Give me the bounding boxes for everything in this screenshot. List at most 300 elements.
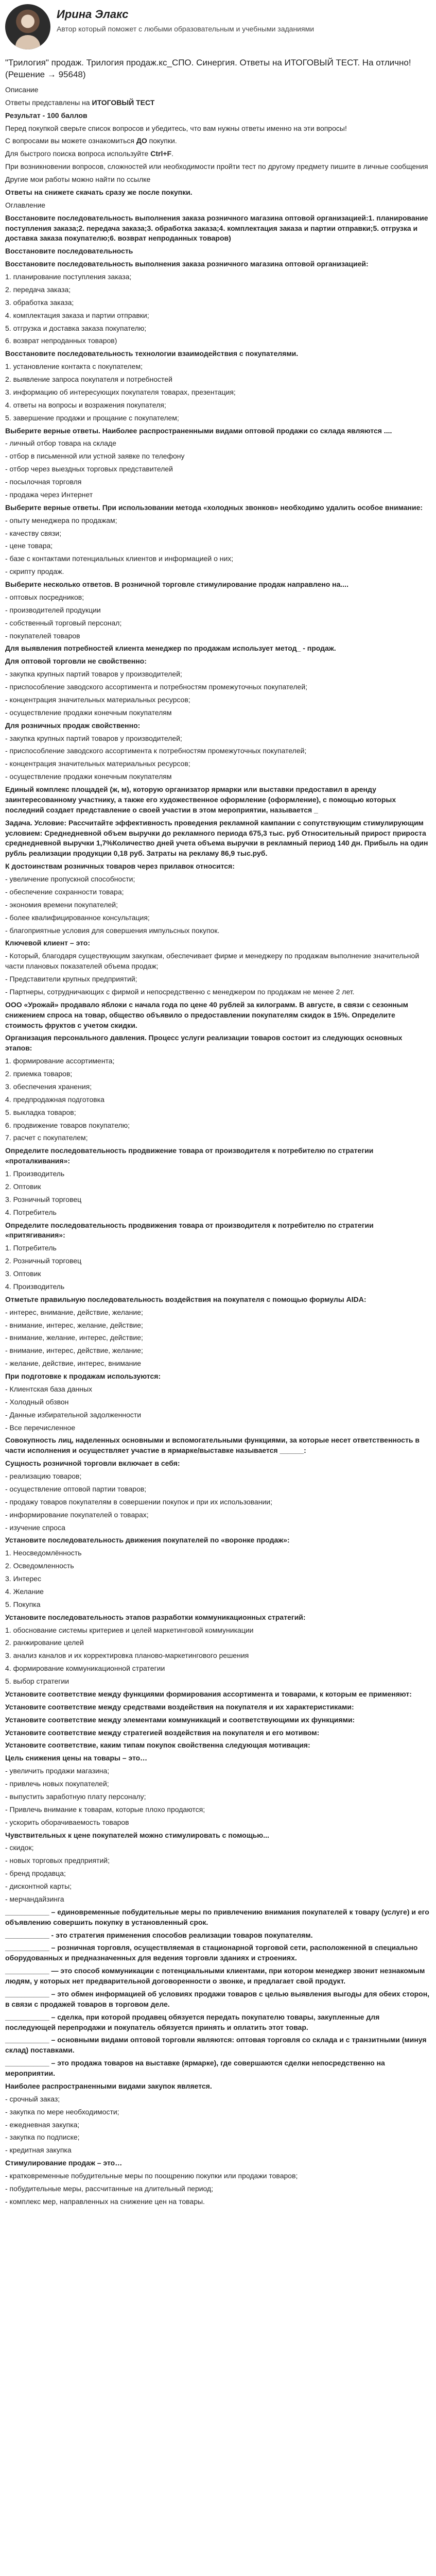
text-segment: - посылочная торговля (5, 478, 82, 486)
bold-text: Отметьте правильную последовательность воздействия на покупателя с помощью формулы AIDA: (5, 1295, 367, 1303)
text-segment: - побудительные меры, рассчитанные на длительный период; (5, 2184, 214, 2193)
text-segment: - кредитная закупка (5, 2146, 72, 2155)
text-paragraph (5, 1484, 431, 1495)
text-paragraph (5, 1600, 431, 1610)
text-paragraph (5, 1625, 431, 1636)
text-segment: - закупка крупных партий товаров у производителей; (5, 670, 182, 679)
text-segment: - закупка по мере необходимости; (5, 2107, 119, 2116)
text-paragraph (5, 974, 431, 985)
text-segment: 3. обеспечения хранения; (5, 1082, 92, 1091)
text-paragraph (5, 451, 431, 462)
text-paragraph (5, 1471, 431, 1482)
bold-text: Ответы на снижете скачать сразу же после покупки. (5, 188, 193, 196)
text-segment: - Представители крупных предприятий; (5, 975, 137, 984)
text-segment: При возникновении вопросов, сложностей или необходимости пройти тест по другому предмету пишите в личные сообщения (5, 162, 428, 171)
bold-text: Установите последовательность движения покупателей по «воронке продаж»: (5, 1536, 290, 1545)
text-paragraph (5, 188, 431, 198)
text-segment: 3. Оптовик (5, 1269, 41, 1278)
bold-text: ___________ – основными видами оптовой торговли являются: оптовая торговля со склада и с транзитными (минуя склад) поставками. (5, 2036, 427, 2055)
text-segment: - Партнеры, сотрудничающих с фирмой и непосредственно с менеджером по продажам не менее 2 лет. (5, 987, 355, 996)
text-paragraph (5, 605, 431, 616)
text-paragraph (5, 1574, 431, 1584)
text-paragraph (5, 541, 431, 551)
text-segment: Перед покупкой сверьте список вопросов и убедитесь, что вам нужны ответы именно на эти вопросы! (5, 124, 347, 132)
text-paragraph (5, 336, 431, 346)
text-paragraph (5, 656, 431, 667)
text-paragraph (5, 759, 431, 769)
text-segment: - внимание, желание, интерес, действие; (5, 1333, 143, 1342)
text-segment: 3. обработка заказа; (5, 298, 74, 307)
text-paragraph (5, 951, 431, 972)
bold-text: Восстановите последовательность выполнения заказа розничного магазина оптовой организацией: (5, 260, 369, 268)
text-paragraph (5, 1651, 431, 1661)
text-paragraph (5, 1182, 431, 1192)
text-paragraph (5, 554, 431, 564)
text-segment: - реализацию товаров; (5, 1472, 82, 1481)
text-paragraph (5, 567, 431, 577)
text-paragraph (5, 1221, 431, 1241)
bold-text: Для оптовой торговли не свойственно: (5, 657, 147, 666)
text-paragraph (5, 1423, 431, 1433)
text-paragraph (5, 772, 431, 782)
text-paragraph (5, 1561, 431, 1571)
text-segment: - увеличить продажи магазина; (5, 1767, 110, 1775)
text-paragraph (5, 592, 431, 603)
bold-text: Ключевой клиент – это: (5, 939, 91, 947)
text-segment: - кратковременные побудительные меры по поощрению покупки или продажи товаров; (5, 2172, 298, 2180)
text-segment: 2. ранжирование целей (5, 1638, 84, 1647)
text-segment: - мерчандайзинга (5, 1894, 64, 1903)
text-paragraph (5, 438, 431, 449)
text-segment: Оглавление (5, 200, 46, 209)
text-segment: - концентрация значительных материальных ресурсов; (5, 695, 190, 704)
text-paragraph (5, 2197, 431, 2207)
text-segment: - новых торговых предприятий; (5, 1856, 110, 1865)
bold-text: Результат - 100 баллов (5, 111, 88, 120)
text-paragraph (5, 200, 431, 211)
text-segment: 3. анализ каналов и их корректировка планово-маркетингового решения (5, 1651, 249, 1660)
text-paragraph (5, 818, 431, 859)
text-paragraph (5, 643, 431, 654)
author-name[interactable]: Ирина Элакс (57, 8, 129, 21)
text-segment: - скидок; (5, 1843, 34, 1852)
text-segment: - Который, благодаря существующим закупкам, обеспечивает фирме и менеджеру по продажам выполнение значительной части плановых показателей объема продаж; (5, 952, 420, 971)
text-paragraph (5, 1882, 431, 1892)
text-paragraph (5, 1843, 431, 1853)
text-paragraph (5, 1397, 431, 1408)
text-paragraph (5, 785, 431, 816)
bold-text: ___________ – единовременные побудительные меры по привлечению внимания покупателей к товару (услуге) и его объявлению совершить покупку в установленный срок. (5, 1907, 429, 1926)
bold-text: ИТОГОВЫЙ ТЕСТ (92, 98, 155, 107)
document-body (5, 85, 431, 2207)
text-segment: - экономия времени покупателей; (5, 900, 118, 909)
text-segment: Другие мои работы можно найти по ссылке (5, 175, 151, 184)
text-paragraph (5, 2132, 431, 2143)
text-paragraph (5, 1766, 431, 1776)
text-paragraph (5, 1282, 431, 1292)
bold-text: Для розничных продаж свойственно: (5, 721, 141, 730)
bold-text: ___________ – розничная торговля, осуществляемая в стационарной торговой сети, расположенной в специально оборудованных и предназначенных для ведения торговли зданиях и строениях. (5, 1943, 418, 1962)
text-segment: 5. Покупка (5, 1600, 41, 1608)
document-title: "Трилогия" продаж. Трилогия продаж.кс_СПО. Синергия. Ответы на ИТОГОВЫЙ ТЕСТ. На отлично! (Решение → 95648) (5, 58, 411, 80)
text-segment: - Холодный обзвон (5, 1397, 69, 1406)
text-paragraph (5, 1308, 431, 1318)
text-paragraph (5, 1410, 431, 1420)
text-segment: - ускорить оборачиваемость товаров (5, 1818, 129, 1826)
text-segment: 3. Интерес (5, 1574, 41, 1583)
text-paragraph (5, 708, 431, 718)
text-segment: - осуществление оптовой партии товаров; (5, 1484, 147, 1493)
text-segment: - внимание, интерес, действие, желание; (5, 1346, 143, 1355)
text-paragraph (5, 900, 431, 910)
text-paragraph (5, 1000, 431, 1031)
text-paragraph (5, 426, 431, 436)
bold-text: Совокупность лиц, наделенных основными и вспомогательными функциями, за которые несет ответственность в части исполнения и осуществляет участие в ярмарке/выставке называется ______: (5, 1436, 420, 1455)
text-segment: - Клиентская база данных (5, 1384, 93, 1393)
text-segment: - продажу товаров покупателям в совершении покупок и при их использовании; (5, 1497, 272, 1506)
bold-text: Цель снижения цены на товары – это… (5, 1754, 148, 1762)
bold-text: Установите соответствие, каким типам покупок свойственна следующая мотивация: (5, 1741, 310, 1750)
text-paragraph (5, 311, 431, 321)
text-paragraph (5, 1943, 431, 1963)
text-segment: 5. выбор стратегии (5, 1677, 69, 1686)
bold-text: Стимулирование продаж – это… (5, 2159, 123, 2167)
text-paragraph (5, 1702, 431, 1713)
text-segment: - цене товара; (5, 541, 53, 550)
text-paragraph (5, 1805, 431, 1815)
text-paragraph (5, 2058, 431, 2079)
text-paragraph (5, 375, 431, 385)
text-segment: - Все перечисленное (5, 1423, 76, 1432)
bold-text: Чувствительных к цене покупателей можно стимулировать с помощью... (5, 1831, 269, 1839)
bold-text: Установите соответствие между функциями формирования ассортимента и товарами, к которым ее применяют: (5, 1689, 412, 1698)
text-segment: Ответы представлены на (5, 98, 92, 107)
text-paragraph (5, 213, 431, 244)
text-paragraph (5, 1384, 431, 1395)
text-paragraph (5, 682, 431, 692)
text-segment: - скрипту продаж. (5, 567, 64, 576)
text-segment: - обеспечение сохранности товара; (5, 887, 124, 896)
text-segment: - отбор через выездных торговых представителей (5, 465, 173, 473)
bold-text: Определите последовательность продвижения товара от производителя к потребителю по стратегии «притягивания»: (5, 1221, 374, 1240)
text-paragraph (5, 987, 431, 997)
text-paragraph (5, 1459, 431, 1469)
text-paragraph (5, 1779, 431, 1789)
bold-text: ___________ – сделка, при которой продавец обязуется передать покупателю товары, закупленные для последующей перепродажи и покупатель обязуется принять и оплатить этот товар. (5, 2012, 380, 2031)
text-paragraph (5, 1169, 431, 1179)
bold-text: Установите соответствие между элементами коммуникаций и соответствующими их функциями: (5, 1715, 355, 1724)
text-segment: - осуществление продажи конечным покупателям (5, 772, 172, 781)
text-segment: - желание, действие, интерес, внимание (5, 1359, 142, 1368)
text-paragraph (5, 1715, 431, 1725)
text-paragraph (5, 1195, 431, 1205)
text-paragraph (5, 2145, 431, 2156)
bold-text: Для выявления потребностей клиента менеджер по продажам использует метод_ - продаж. (5, 644, 336, 653)
text-paragraph (5, 98, 431, 108)
text-paragraph (5, 2012, 431, 2033)
bold-text: Выберите верные ответы. Наиболее распространенными видами оптовой продажи со склада являются .... (5, 426, 392, 435)
text-paragraph (5, 2094, 431, 2105)
text-segment: - Данные избирательной задолженности (5, 1410, 142, 1419)
text-paragraph (5, 1664, 431, 1674)
text-paragraph (5, 503, 431, 513)
text-paragraph (5, 175, 431, 185)
text-paragraph (5, 1689, 431, 1700)
text-segment: 2. Осведомленность (5, 1562, 74, 1570)
text-paragraph (5, 1121, 431, 1131)
text-paragraph (5, 2171, 431, 2181)
text-segment: 4. Потребитель (5, 1208, 57, 1216)
text-paragraph (5, 529, 431, 539)
text-paragraph (5, 1535, 431, 1546)
text-paragraph (5, 1523, 431, 1533)
text-segment: - ежедневная закупка; (5, 2120, 80, 2129)
text-segment: - интерес, внимание, действие, желание; (5, 1308, 143, 1316)
bold-text: Установите соответствие между стратегией воздействия на покупателя и его мотивом: (5, 1728, 320, 1737)
text-paragraph (5, 1371, 431, 1382)
bold-text: Выберите несколько ответов. В розничной торговле стимулирование продаж направлено на.... (5, 580, 348, 589)
text-segment: - производителей продукции (5, 605, 101, 614)
text-paragraph (5, 746, 431, 756)
text-paragraph (5, 1930, 431, 1941)
text-paragraph (5, 861, 431, 872)
bold-text: Организация персонального давления. Процесс услуги реализации товаров состоит из следующих основных этапов: (5, 1033, 403, 1053)
text-segment: 2. приемка товаров; (5, 1070, 73, 1078)
text-segment: - бренд продавца; (5, 1869, 66, 1878)
text-segment: - базе с контактами потенциальных клиентов и информацией о них; (5, 554, 234, 563)
text-segment: 4. предпродажная подготовка (5, 1095, 104, 1104)
text-paragraph (5, 400, 431, 411)
text-segment: Описание (5, 85, 39, 94)
bold-text: ___________ — это способ коммуникации с потенциальными клиентами, при котором менеджер звонит незнакомым людям, у которых нет предварительной договоренности о звонке, и предлагает свой продукт. (5, 1967, 425, 1986)
bold-text: При подготовке к продажам используются: (5, 1372, 161, 1381)
text-paragraph (5, 1333, 431, 1343)
bold-text: Единый комплекс площадей (ж, м), которую организатор ярмарки или выставки предоставил в аренду заинтересованному участнику, а также его художественное оформление (оформление), с помощью которых последний создает представление о своей участии в этом мероприятии, называется _ (5, 785, 396, 814)
text-paragraph (5, 162, 431, 172)
text-segment: - отбор в письменной или устной заявке по телефону (5, 452, 185, 461)
text-paragraph (5, 1548, 431, 1558)
text-paragraph (5, 324, 431, 334)
author-avatar[interactable] (5, 4, 50, 49)
text-segment: - привлечь новых покупателей; (5, 1780, 109, 1788)
text-paragraph (5, 1818, 431, 1828)
text-paragraph (5, 1435, 431, 1456)
text-segment: - внимание, интерес, желание, действие; (5, 1320, 143, 1329)
text-paragraph (5, 1753, 431, 1764)
text-paragraph (5, 926, 431, 936)
text-paragraph (5, 1269, 431, 1279)
text-paragraph (5, 516, 431, 526)
text-segment: - покупателей товаров (5, 631, 80, 640)
author-card (5, 3, 431, 55)
text-segment: - Привлечь внимание к товарам, которые плохо продаются; (5, 1805, 205, 1814)
text-segment: 1. Неосведомлённость (5, 1549, 82, 1557)
text-paragraph (5, 259, 431, 269)
text-segment: 2. передача заказа; (5, 285, 71, 294)
text-segment: - личный отбор товара на складе (5, 439, 116, 448)
text-paragraph (5, 362, 431, 372)
text-paragraph (5, 1966, 431, 1987)
text-segment: 3. информацию об интересующих покупателя товарах, презентация; (5, 387, 236, 396)
author-info (57, 4, 314, 34)
text-segment: - срочный заказ; (5, 2094, 60, 2103)
text-paragraph (5, 1069, 431, 1079)
text-paragraph (5, 1359, 431, 1369)
text-paragraph (5, 1989, 431, 2010)
text-segment: 1. Производитель (5, 1170, 65, 1178)
text-paragraph (5, 124, 431, 134)
bold-text: Задача. Условие: Рассчитайте эффективность проведения рекламной кампании с сопутствующим стимулирующим условием: Среднедневной объем выручки до рекламного периода 675,3 тыс. руб Относительный прирост прироста среднедневной выручки 1,7%Количество дней учета объема выручки в рекламный период 140 дн. Прибыль на один рубль реализации продукции 0,18 руб. Затраты на рекламу 86,9 тыс.руб. (5, 818, 428, 858)
text-segment: 1. Потребитель (5, 1244, 57, 1252)
text-paragraph (5, 721, 431, 731)
text-paragraph (5, 349, 431, 359)
text-paragraph (5, 580, 431, 590)
text-segment: Для быстрого поиска вопроса используйте (5, 149, 151, 158)
text-paragraph (5, 136, 431, 146)
text-segment: - дисконтной карты; (5, 1882, 72, 1891)
text-segment: - увеличение пропускной способности; (5, 875, 135, 884)
text-paragraph (5, 887, 431, 897)
text-paragraph (5, 490, 431, 500)
text-paragraph (5, 631, 431, 641)
text-segment: 4. Производитель (5, 1282, 65, 1291)
bold-text: Установите последовательность этапов разработки коммуникационных стратегий: (5, 1613, 306, 1621)
text-paragraph (5, 913, 431, 923)
text-segment: . (171, 149, 173, 158)
bold-text: Наиболее распространенными видами закупок является. (5, 2081, 212, 2090)
bold-text: Установите соответствие между средствами воздействия на покупателя и их характеристиками: (5, 1702, 354, 1711)
text-segment: - закупка по подписке; (5, 2133, 80, 2142)
text-segment: 2. Оптовик (5, 1182, 41, 1191)
text-paragraph (5, 285, 431, 295)
text-paragraph (5, 1033, 431, 1054)
text-paragraph (5, 1146, 431, 1166)
text-paragraph (5, 1295, 431, 1305)
text-paragraph (5, 938, 431, 948)
text-segment: - информирование покупателей о товарах; (5, 1510, 149, 1519)
text-paragraph (5, 2035, 431, 2056)
text-paragraph (5, 1728, 431, 1738)
text-segment: покупки. (147, 137, 177, 145)
text-segment: - приспособление заводского ассортимента и потребностям промежуточных покупателей; (5, 683, 308, 691)
text-paragraph (5, 1510, 431, 1520)
text-paragraph (5, 2107, 431, 2117)
text-paragraph (5, 246, 431, 257)
text-segment: - выпустить заработную плату персоналу; (5, 1792, 146, 1801)
text-paragraph (5, 1208, 431, 1218)
text-paragraph (5, 1676, 431, 1687)
text-segment: 1. планирование поступления заказа; (5, 273, 132, 281)
text-paragraph (5, 1243, 431, 1253)
text-paragraph (5, 1638, 431, 1648)
text-paragraph (5, 1907, 431, 1928)
text-paragraph (5, 1831, 431, 1841)
text-segment: - опыту менеджера по продажам; (5, 516, 117, 524)
text-paragraph (5, 2184, 431, 2194)
text-paragraph (5, 387, 431, 398)
text-segment: 6. продвижение товаров покупателю; (5, 1121, 130, 1129)
author-description: Автор который поможет с любыми образовательным и учебными заданиями (57, 25, 315, 33)
text-segment: - концентрация значительных материальных ресурсов; (5, 759, 190, 768)
text-segment: 4. ответы на вопросы и возражения покупателя; (5, 400, 166, 409)
text-paragraph (5, 1108, 431, 1118)
text-segment: - закупка крупных партий товаров у производителей; (5, 734, 182, 742)
text-paragraph (5, 1497, 431, 1507)
bold-text: Восстановите последовательность (5, 247, 133, 256)
text-segment: - приспособление заводского ассортимента к потребностям промежуточных покупателей; (5, 747, 307, 755)
text-paragraph (5, 2081, 431, 2092)
text-segment: - качеству связи; (5, 529, 61, 537)
bold-text: К достоинствам розничных товаров через прилавок относится: (5, 862, 235, 871)
bold-text: ООО «Урожай» продавало яблоки с начала года по цене 40 рублей за килограмм. В августе, в связи с сезонным снижением спроса на товар, общество объявило о предоставлении покупателям скидок в 15%. Определите стоимость фруктов с учетом скидки. (5, 1000, 409, 1029)
text-segment: 1. обоснование системы критериев и целей маркетинговой коммуникации (5, 1625, 254, 1634)
text-paragraph (5, 734, 431, 744)
text-segment: - изучение спроса (5, 1523, 65, 1532)
text-segment: 5. выкладка товаров; (5, 1108, 76, 1116)
text-segment: 4. Желание (5, 1587, 44, 1596)
text-paragraph (5, 464, 431, 474)
text-segment: 5. завершение продажи и прощание с покупателем; (5, 413, 179, 422)
text-paragraph (5, 669, 431, 680)
text-segment: 2. Розничный торговец (5, 1257, 82, 1265)
bold-text: ___________ - это стратегия применения способов реализации товаров покупателям. (5, 1930, 313, 1939)
text-paragraph (5, 618, 431, 629)
bold-text: Выберите верные ответы. При использовании метода «холодных звонков» необходимо удалить особое внимание: (5, 503, 423, 512)
bold-text: Восстановите последовательность выполнения заказа розничного магазина оптовой организацией:1. планирование поступления заказа;2. передача заказа;3. обработка заказа;4. комплектация заказа и партии отправки;5. отгрузка и доставка заказа покупателю;6. возврат непроданных товаров) (5, 213, 428, 243)
text-segment: - собственный торговый персонал; (5, 618, 122, 627)
bold-text: Определите последовательность продвижение товара от производителя к потребителю по стратегии «проталкивания»: (5, 1146, 374, 1165)
text-paragraph (5, 1095, 431, 1105)
text-paragraph (5, 1587, 431, 1597)
text-paragraph (5, 1133, 431, 1143)
text-paragraph (5, 1346, 431, 1356)
text-paragraph (5, 272, 431, 282)
text-paragraph (5, 1082, 431, 1092)
bold-text: ___________ – это обмен информацией об условиях продажи товаров с целью выявления выгоды для обеих сторон, в связи с продажей товаров в торговом деле. (5, 1989, 430, 2008)
text-paragraph (5, 1740, 431, 1751)
text-paragraph (5, 1256, 431, 1266)
bold-text: Восстановите последовательность технологии взаимодействия с покупателями. (5, 349, 299, 358)
text-segment: - более квалифицированное консультация; (5, 913, 150, 922)
text-paragraph (5, 413, 431, 423)
bold-text: Ctrl+F (150, 149, 172, 158)
text-paragraph (5, 874, 431, 885)
text-segment: 2. выявление запроса покупателя и потребностей (5, 375, 172, 384)
bold-text: Сущность розничной торговли включает в себя: (5, 1459, 180, 1468)
text-segment: 5. отгрузка и доставка заказа покупателю; (5, 324, 147, 332)
text-segment: - продажа через Интернет (5, 490, 93, 499)
bold-text: ___________ – это продажа товаров на выставке (ярмарке), где совершаются сделки непосредственно на мероприятии. (5, 2059, 385, 2078)
text-segment: 7. расчет с покупателем; (5, 1133, 88, 1142)
text-segment: - оптовых посредников; (5, 592, 84, 601)
text-paragraph (5, 298, 431, 308)
text-paragraph (5, 2158, 431, 2168)
text-paragraph (5, 695, 431, 705)
text-paragraph (5, 1792, 431, 1802)
bold-text: ДО (136, 137, 147, 145)
text-segment: С вопросами вы можете ознакомиться (5, 137, 136, 145)
text-segment: 6. возврат непроданных товаров) (5, 336, 117, 345)
text-paragraph (5, 111, 431, 121)
text-paragraph (5, 85, 431, 95)
text-segment: 1. установление контакта с покупателем; (5, 362, 143, 371)
text-paragraph (5, 1856, 431, 1866)
text-segment: - благоприятные условия для совершения импульсных покупок. (5, 926, 220, 935)
text-segment: 3. Розничный торговец (5, 1195, 82, 1204)
text-paragraph (5, 477, 431, 487)
text-paragraph (5, 149, 431, 159)
text-segment: - комплекс мер, направленных на снижение цен на товары. (5, 2197, 205, 2206)
